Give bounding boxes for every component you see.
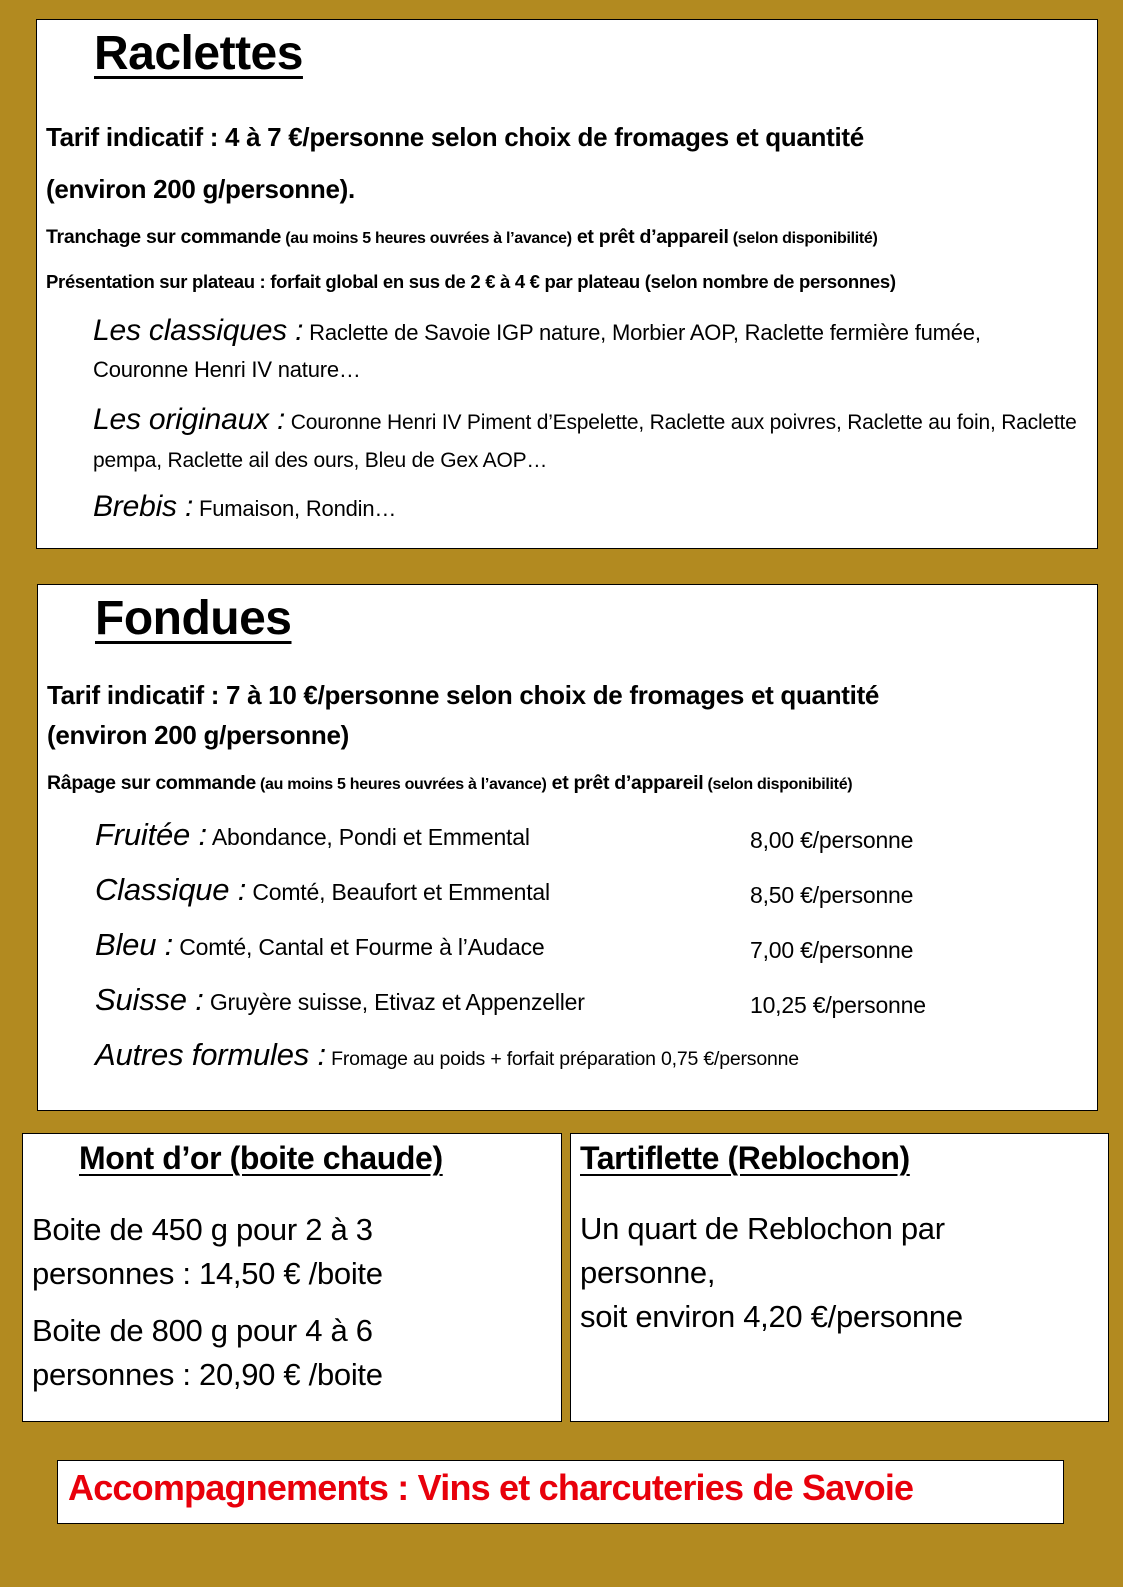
fondues-title: Fondues xyxy=(95,592,292,645)
formula-cheeses: Abondance, Pondi et Emmental xyxy=(206,824,530,850)
mont-dor-offer xyxy=(32,1208,383,1296)
raclettes-section xyxy=(36,19,1098,549)
service-main-2: et prêt d’appareil xyxy=(571,226,729,248)
tartiflette-section xyxy=(570,1133,1109,1422)
formula-price: 8,00 €/personne xyxy=(750,827,914,853)
formula-cheeses: Comté, Cantal et Fourme à l’Audace xyxy=(173,934,545,960)
formula-cheeses: Gruyère suisse, Etivaz et Appenzeller xyxy=(203,989,585,1015)
category-text: Fumaison, Rondin… xyxy=(193,496,397,521)
raclettes-title: Raclettes xyxy=(94,27,303,80)
formula-label: Bleu : xyxy=(95,927,174,962)
accompagnements-banner xyxy=(57,1460,1064,1524)
fondue-formula-row xyxy=(95,817,914,853)
raclettes-presentation-note: Présentation sur plateau : forfait global en sus de 2 € à 4 € par plateau (selon nombre de personnes) xyxy=(46,271,896,292)
fondues-tarif-line2: (environ 200 g/personne) xyxy=(47,720,349,750)
offer-line1: Boite de 800 g pour 4 à 6 xyxy=(32,1313,373,1348)
formula-price: 7,00 €/personne xyxy=(750,937,914,963)
fondues-service-note xyxy=(47,772,852,795)
tartiflette-description xyxy=(580,1207,963,1339)
fondue-formula-row xyxy=(95,872,914,908)
mont-dor-section xyxy=(22,1133,562,1422)
category-label: Les classiques : xyxy=(93,314,304,347)
offer-line2: personnes : 20,90 € /boite xyxy=(32,1357,383,1392)
fondues-tarif-line1: Tarif indicatif : 7 à 10 €/personne selon choix de fromages et quantité xyxy=(47,680,880,710)
service-small-2: (selon disponibilité) xyxy=(728,230,878,247)
raclettes-category xyxy=(93,401,1078,479)
tartiflette-line2: personne, xyxy=(580,1255,716,1290)
formula-cheeses: Comté, Beaufort et Emmental xyxy=(246,879,550,905)
raclettes-category xyxy=(93,488,1078,527)
tartiflette-line1: Un quart de Reblochon par xyxy=(580,1211,945,1246)
service-main-2: et prêt d’appareil xyxy=(546,772,704,794)
fondue-formula-row xyxy=(95,927,914,963)
service-main-1: Tranchage sur commande xyxy=(46,226,282,248)
raclettes-tarif-line1: Tarif indicatif : 4 à 7 €/personne selon choix de fromages et quantité xyxy=(46,122,864,152)
service-small-1: (au moins 5 heures ouvrées à l’avance) xyxy=(255,776,547,793)
service-small-1: (au moins 5 heures ouvrées à l’avance) xyxy=(281,230,572,247)
fondue-formula-row xyxy=(95,982,926,1018)
formula-price: 8,50 €/personne xyxy=(750,882,914,908)
formula-price: 10,25 €/personne xyxy=(750,992,926,1018)
tartiflette-title: Tartiflette (Reblochon) xyxy=(580,1140,910,1176)
offer-line2: personnes : 14,50 € /boite xyxy=(32,1256,383,1291)
formula-text: Fromage au poids + forfait préparation 0,75 €/personne xyxy=(325,1048,799,1070)
category-text: Couronne Henri IV Piment d’Espelette, Raclette aux poivres, Raclette au foin, Raclette pempa, Raclette ail des ours, Bleu de Gex AOP… xyxy=(93,411,1077,472)
raclettes-service-note xyxy=(46,226,878,249)
category-label: Brebis : xyxy=(93,490,194,523)
service-small-2: (selon disponibilité) xyxy=(703,776,853,793)
fondues-section xyxy=(37,584,1098,1111)
formula-label: Autres formules : xyxy=(95,1037,326,1072)
raclettes-category xyxy=(93,312,1078,388)
formula-label: Fruitée : xyxy=(95,817,207,852)
category-label: Les originaux : xyxy=(93,403,286,436)
tartiflette-line3: soit environ 4,20 €/personne xyxy=(580,1299,963,1334)
fondue-other-formula xyxy=(95,1037,799,1073)
formula-label: Suisse : xyxy=(95,982,204,1017)
service-main-1: Râpage sur commande xyxy=(47,772,256,794)
formula-label: Classique : xyxy=(95,872,247,907)
offer-line1: Boite de 450 g pour 2 à 3 xyxy=(32,1212,373,1247)
category-text: Raclette de Savoie IGP nature, Morbier AOP, Raclette fermière fumée, Couronne Henri IV nature… xyxy=(93,320,981,382)
mont-dor-offer xyxy=(32,1309,383,1397)
raclettes-tarif-line2: (environ 200 g/personne). xyxy=(46,174,355,204)
accompagnements-text: Accompagnements : Vins et charcuteries de Savoie xyxy=(68,1467,914,1508)
mont-dor-title: Mont d’or (boite chaude) xyxy=(79,1140,443,1176)
